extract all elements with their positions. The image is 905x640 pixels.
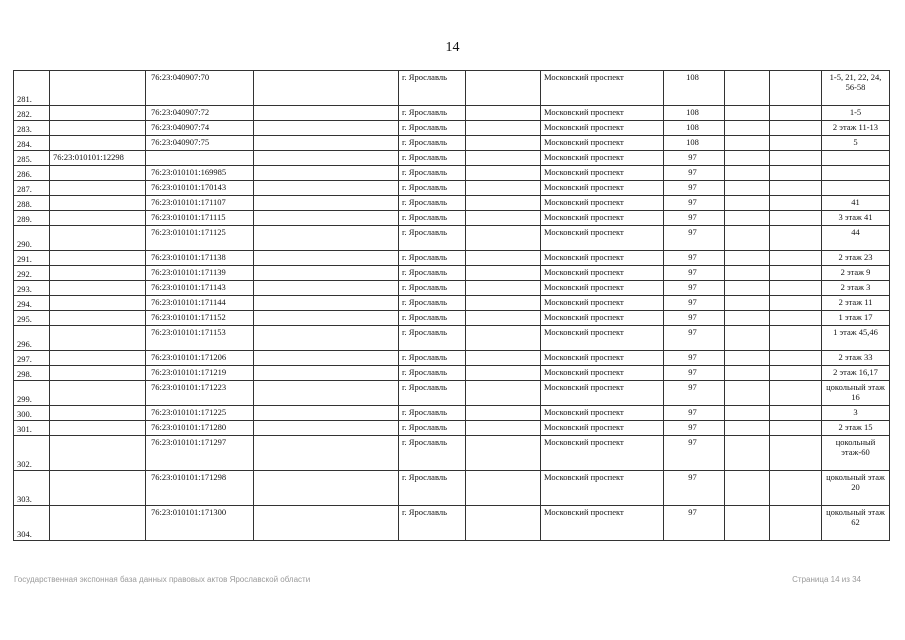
house-number: 97 — [664, 211, 725, 226]
empty-cell — [725, 406, 770, 421]
building-cadastral-number — [50, 281, 146, 296]
building-cadastral-number — [50, 121, 146, 136]
street-name: Московский проспект — [541, 136, 664, 151]
premises-number: 41 — [822, 196, 890, 211]
row-number: 297. — [14, 351, 50, 366]
premises-number: 2 этаж 16,17 — [822, 366, 890, 381]
table-row — [14, 436, 890, 471]
row-number: 288. — [14, 196, 50, 211]
city-name: г. Ярославль — [399, 106, 466, 121]
empty-cell — [725, 366, 770, 381]
city-name: г. Ярославль — [399, 296, 466, 311]
city-name: г. Ярославль — [399, 406, 466, 421]
premises-number: 2 этаж 23 — [822, 251, 890, 266]
premises-number — [822, 181, 890, 196]
empty-cell — [770, 151, 822, 166]
empty-cell — [466, 106, 541, 121]
street-name: Московский проспект — [541, 166, 664, 181]
premises-cadastral-number: 76:23:010101:171225 — [146, 406, 254, 421]
house-number: 97 — [664, 436, 725, 471]
city-name: г. Ярославль — [399, 166, 466, 181]
house-number: 97 — [664, 296, 725, 311]
building-cadastral-number — [50, 181, 146, 196]
row-number: 283. — [14, 121, 50, 136]
house-number: 97 — [664, 406, 725, 421]
empty-cell — [770, 106, 822, 121]
table-row — [14, 506, 890, 541]
table-row — [14, 71, 890, 106]
row-number: 294. — [14, 296, 50, 311]
premises-cadastral-number: 76:23:010101:169985 — [146, 166, 254, 181]
house-number: 97 — [664, 266, 725, 281]
premises-cadastral-number — [146, 151, 254, 166]
empty-cell — [725, 296, 770, 311]
premises-cadastral-number: 76:23:040907:74 — [146, 121, 254, 136]
premises-cadastral-number: 76:23:010101:171139 — [146, 266, 254, 281]
empty-cell — [725, 181, 770, 196]
empty-cell — [725, 211, 770, 226]
premises-number — [822, 166, 890, 181]
row-number: 296. — [14, 326, 50, 351]
row-number: 304. — [14, 506, 50, 541]
house-number: 97 — [664, 351, 725, 366]
empty-cell — [254, 296, 399, 311]
street-name: Московский проспект — [541, 326, 664, 351]
empty-cell — [725, 326, 770, 351]
empty-cell — [254, 166, 399, 181]
premises-cadastral-number: 76:23:010101:171280 — [146, 421, 254, 436]
premises-number: 1-5, 21, 22, 24, 56-58 — [822, 71, 890, 106]
city-name: г. Ярославль — [399, 436, 466, 471]
empty-cell — [466, 181, 541, 196]
table-row — [14, 281, 890, 296]
premises-number: 2 этаж 11-13 — [822, 121, 890, 136]
empty-cell — [254, 281, 399, 296]
table-row — [14, 406, 890, 421]
premises-cadastral-number: 76:23:010101:171206 — [146, 351, 254, 366]
empty-cell — [466, 71, 541, 106]
empty-cell — [725, 226, 770, 251]
empty-cell — [466, 211, 541, 226]
building-cadastral-number — [50, 136, 146, 151]
premises-cadastral-number: 76:23:010101:171219 — [146, 366, 254, 381]
empty-cell — [770, 121, 822, 136]
empty-cell — [466, 136, 541, 151]
empty-cell — [770, 211, 822, 226]
house-number: 97 — [664, 311, 725, 326]
row-number: 293. — [14, 281, 50, 296]
street-name: Московский проспект — [541, 296, 664, 311]
premises-cadastral-number: 76:23:010101:171143 — [146, 281, 254, 296]
city-name: г. Ярославль — [399, 251, 466, 266]
house-number: 97 — [664, 251, 725, 266]
street-name: Московский проспект — [541, 381, 664, 406]
premises-cadastral-number: 76:23:010101:171223 — [146, 381, 254, 406]
empty-cell — [725, 196, 770, 211]
empty-cell — [466, 251, 541, 266]
city-name: г. Ярославль — [399, 471, 466, 506]
premises-cadastral-number: 76:23:010101:171125 — [146, 226, 254, 251]
empty-cell — [725, 106, 770, 121]
building-cadastral-number — [50, 471, 146, 506]
table-row — [14, 296, 890, 311]
premises-number: 2 этаж 3 — [822, 281, 890, 296]
table-row — [14, 366, 890, 381]
premises-number: цокольный этаж 20 — [822, 471, 890, 506]
city-name: г. Ярославль — [399, 326, 466, 351]
city-name: г. Ярославль — [399, 366, 466, 381]
empty-cell — [254, 251, 399, 266]
house-number: 108 — [664, 121, 725, 136]
house-number: 97 — [664, 226, 725, 251]
city-name: г. Ярославль — [399, 181, 466, 196]
table-row — [14, 166, 890, 181]
empty-cell — [466, 406, 541, 421]
premises-number: цокольный этаж-60 — [822, 436, 890, 471]
row-number: 287. — [14, 181, 50, 196]
row-number: 285. — [14, 151, 50, 166]
table-row — [14, 326, 890, 351]
table-row — [14, 106, 890, 121]
row-number: 299. — [14, 381, 50, 406]
row-number: 284. — [14, 136, 50, 151]
premises-cadastral-number: 76:23:010101:171298 — [146, 471, 254, 506]
empty-cell — [466, 226, 541, 251]
empty-cell — [770, 406, 822, 421]
empty-cell — [725, 381, 770, 406]
empty-cell — [254, 71, 399, 106]
premises-cadastral-number: 76:23:040907:72 — [146, 106, 254, 121]
empty-cell — [725, 421, 770, 436]
house-number: 97 — [664, 326, 725, 351]
table-row — [14, 421, 890, 436]
building-cadastral-number — [50, 326, 146, 351]
empty-cell — [725, 71, 770, 106]
table-row — [14, 121, 890, 136]
city-name: г. Ярославль — [399, 136, 466, 151]
row-number: 300. — [14, 406, 50, 421]
empty-cell — [466, 436, 541, 471]
empty-cell — [254, 181, 399, 196]
empty-cell — [725, 311, 770, 326]
row-number: 281. — [14, 71, 50, 106]
house-number: 97 — [664, 151, 725, 166]
premises-number: 44 — [822, 226, 890, 251]
building-cadastral-number — [50, 311, 146, 326]
street-name: Московский проспект — [541, 251, 664, 266]
street-name: Московский проспект — [541, 151, 664, 166]
empty-cell — [770, 326, 822, 351]
premises-number: 2 этаж 9 — [822, 266, 890, 281]
building-cadastral-number — [50, 296, 146, 311]
house-number: 97 — [664, 166, 725, 181]
empty-cell — [770, 226, 822, 251]
street-name: Московский проспект — [541, 506, 664, 541]
premises-cadastral-number: 76:23:010101:171144 — [146, 296, 254, 311]
house-number: 97 — [664, 196, 725, 211]
row-number: 291. — [14, 251, 50, 266]
row-number: 290. — [14, 226, 50, 251]
empty-cell — [466, 381, 541, 406]
street-name: Московский проспект — [541, 471, 664, 506]
premises-number: 5 — [822, 136, 890, 151]
registry-table — [13, 70, 890, 541]
table-row — [14, 351, 890, 366]
row-number: 301. — [14, 421, 50, 436]
empty-cell — [770, 136, 822, 151]
house-number: 97 — [664, 181, 725, 196]
empty-cell — [254, 381, 399, 406]
empty-cell — [725, 166, 770, 181]
empty-cell — [770, 296, 822, 311]
table-row — [14, 311, 890, 326]
empty-cell — [254, 211, 399, 226]
city-name: г. Ярославль — [399, 311, 466, 326]
premises-cadastral-number: 76:23:010101:170143 — [146, 181, 254, 196]
building-cadastral-number — [50, 166, 146, 181]
empty-cell — [466, 266, 541, 281]
empty-cell — [254, 471, 399, 506]
empty-cell — [725, 151, 770, 166]
empty-cell — [254, 226, 399, 251]
empty-cell — [725, 136, 770, 151]
premises-cadastral-number: 76:23:010101:171107 — [146, 196, 254, 211]
premises-number — [822, 151, 890, 166]
empty-cell — [770, 311, 822, 326]
building-cadastral-number — [50, 251, 146, 266]
empty-cell — [466, 296, 541, 311]
building-cadastral-number — [50, 366, 146, 381]
empty-cell — [725, 436, 770, 471]
empty-cell — [725, 506, 770, 541]
empty-cell — [770, 471, 822, 506]
building-cadastral-number — [50, 436, 146, 471]
empty-cell — [466, 196, 541, 211]
empty-cell — [466, 281, 541, 296]
table-row — [14, 151, 890, 166]
premises-number: 1-5 — [822, 106, 890, 121]
empty-cell — [254, 266, 399, 281]
row-number: 302. — [14, 436, 50, 471]
empty-cell — [770, 506, 822, 541]
empty-cell — [770, 281, 822, 296]
premises-number: цокольный этаж 62 — [822, 506, 890, 541]
empty-cell — [725, 121, 770, 136]
street-name: Московский проспект — [541, 311, 664, 326]
empty-cell — [770, 251, 822, 266]
street-name: Московский проспект — [541, 121, 664, 136]
city-name: г. Ярославль — [399, 266, 466, 281]
empty-cell — [770, 436, 822, 471]
city-name: г. Ярославль — [399, 281, 466, 296]
row-number: 295. — [14, 311, 50, 326]
premises-number: 1 этаж 45,46 — [822, 326, 890, 351]
empty-cell — [254, 311, 399, 326]
empty-cell — [254, 326, 399, 351]
premises-number: 3 этаж 41 — [822, 211, 890, 226]
empty-cell — [254, 436, 399, 471]
street-name: Московский проспект — [541, 211, 664, 226]
street-name: Московский проспект — [541, 366, 664, 381]
city-name: г. Ярославль — [399, 226, 466, 251]
empty-cell — [466, 471, 541, 506]
empty-cell — [725, 251, 770, 266]
house-number: 97 — [664, 281, 725, 296]
empty-cell — [770, 181, 822, 196]
street-name: Московский проспект — [541, 71, 664, 106]
row-number: 303. — [14, 471, 50, 506]
building-cadastral-number — [50, 506, 146, 541]
row-number: 282. — [14, 106, 50, 121]
empty-cell — [725, 351, 770, 366]
premises-cadastral-number: 76:23:010101:171115 — [146, 211, 254, 226]
house-number: 108 — [664, 71, 725, 106]
house-number: 97 — [664, 471, 725, 506]
building-cadastral-number: 76:23:010101:12298 — [50, 151, 146, 166]
premises-cadastral-number: 76:23:010101:171152 — [146, 311, 254, 326]
premises-cadastral-number: 76:23:010101:171297 — [146, 436, 254, 471]
street-name: Московский проспект — [541, 196, 664, 211]
building-cadastral-number — [50, 211, 146, 226]
city-name: г. Ярославль — [399, 151, 466, 166]
registry-table-body — [14, 71, 890, 541]
footer-source: Государственная экспонная база данных правовых актов Ярославской области — [14, 575, 311, 584]
street-name: Московский проспект — [541, 351, 664, 366]
footer-page-count: Страница 14 из 34 — [792, 575, 861, 584]
city-name: г. Ярославль — [399, 196, 466, 211]
empty-cell — [725, 471, 770, 506]
street-name: Московский проспект — [541, 421, 664, 436]
house-number: 108 — [664, 106, 725, 121]
table-row — [14, 211, 890, 226]
street-name: Московский проспект — [541, 226, 664, 251]
city-name: г. Ярославль — [399, 506, 466, 541]
empty-cell — [725, 266, 770, 281]
building-cadastral-number — [50, 421, 146, 436]
table-row — [14, 381, 890, 406]
building-cadastral-number — [50, 406, 146, 421]
empty-cell — [466, 166, 541, 181]
empty-cell — [725, 281, 770, 296]
table-row — [14, 471, 890, 506]
page-number: 14 — [445, 40, 460, 55]
building-cadastral-number — [50, 266, 146, 281]
table-row — [14, 226, 890, 251]
premises-cadastral-number: 76:23:010101:171138 — [146, 251, 254, 266]
city-name: г. Ярославль — [399, 351, 466, 366]
empty-cell — [254, 136, 399, 151]
street-name: Московский проспект — [541, 181, 664, 196]
premises-cadastral-number: 76:23:010101:171153 — [146, 326, 254, 351]
city-name: г. Ярославль — [399, 211, 466, 226]
table-row — [14, 266, 890, 281]
premises-number: 3 — [822, 406, 890, 421]
empty-cell — [254, 351, 399, 366]
building-cadastral-number — [50, 226, 146, 251]
street-name: Московский проспект — [541, 436, 664, 471]
premises-number: цокольный этаж 16 — [822, 381, 890, 406]
empty-cell — [770, 166, 822, 181]
empty-cell — [254, 406, 399, 421]
street-name: Московский проспект — [541, 406, 664, 421]
premises-cadastral-number: 76:23:040907:70 — [146, 71, 254, 106]
row-number: 292. — [14, 266, 50, 281]
row-number: 298. — [14, 366, 50, 381]
premises-number: 2 этаж 33 — [822, 351, 890, 366]
table-row — [14, 181, 890, 196]
empty-cell — [770, 366, 822, 381]
city-name: г. Ярославль — [399, 421, 466, 436]
empty-cell — [770, 71, 822, 106]
empty-cell — [770, 351, 822, 366]
house-number: 97 — [664, 506, 725, 541]
empty-cell — [254, 151, 399, 166]
empty-cell — [466, 311, 541, 326]
empty-cell — [770, 421, 822, 436]
empty-cell — [466, 506, 541, 541]
table-row — [14, 136, 890, 151]
building-cadastral-number — [50, 106, 146, 121]
empty-cell — [466, 366, 541, 381]
building-cadastral-number — [50, 381, 146, 406]
empty-cell — [770, 266, 822, 281]
premises-cadastral-number: 76:23:040907:75 — [146, 136, 254, 151]
empty-cell — [466, 421, 541, 436]
empty-cell — [466, 121, 541, 136]
empty-cell — [254, 366, 399, 381]
house-number: 108 — [664, 136, 725, 151]
table-row — [14, 196, 890, 211]
house-number: 97 — [664, 421, 725, 436]
building-cadastral-number — [50, 351, 146, 366]
building-cadastral-number — [50, 196, 146, 211]
street-name: Московский проспект — [541, 106, 664, 121]
city-name: г. Ярославль — [399, 381, 466, 406]
empty-cell — [254, 196, 399, 211]
premises-number: 2 этаж 11 — [822, 296, 890, 311]
premises-number: 1 этаж 17 — [822, 311, 890, 326]
empty-cell — [254, 421, 399, 436]
empty-cell — [254, 106, 399, 121]
empty-cell — [770, 381, 822, 406]
street-name: Московский проспект — [541, 281, 664, 296]
empty-cell — [466, 151, 541, 166]
street-name: Московский проспект — [541, 266, 664, 281]
city-name: г. Ярославль — [399, 71, 466, 106]
row-number: 286. — [14, 166, 50, 181]
building-cadastral-number — [50, 71, 146, 106]
house-number: 97 — [664, 381, 725, 406]
empty-cell — [466, 351, 541, 366]
premises-number: 2 этаж 15 — [822, 421, 890, 436]
premises-cadastral-number: 76:23:010101:171300 — [146, 506, 254, 541]
table-row — [14, 251, 890, 266]
empty-cell — [466, 326, 541, 351]
row-number: 289. — [14, 211, 50, 226]
empty-cell — [254, 121, 399, 136]
house-number: 97 — [664, 366, 725, 381]
empty-cell — [770, 196, 822, 211]
empty-cell — [254, 506, 399, 541]
city-name: г. Ярославль — [399, 121, 466, 136]
